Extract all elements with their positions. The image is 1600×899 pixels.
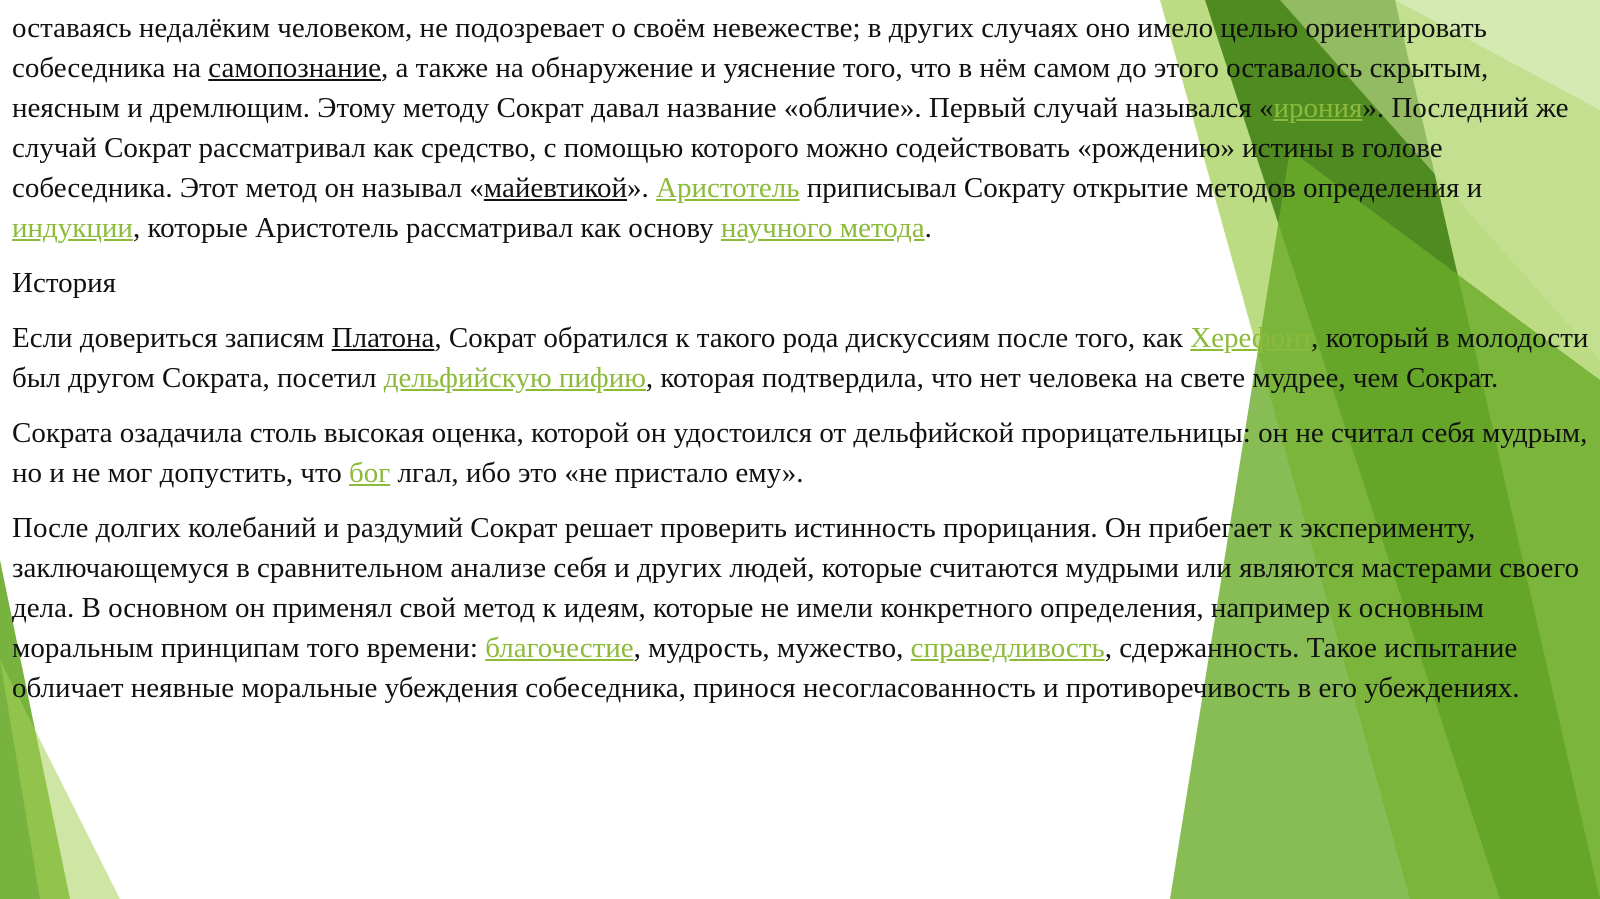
text-run: оставаясь недалёким человеком, не подозревает о своём невежестве; в других случаях оно имело целью ориентировать собеседника на	[12, 12, 1487, 84]
link-ironiya[interactable]: ирония	[1273, 92, 1363, 124]
text-run: Если довериться записям	[12, 322, 332, 354]
paragraph-oracle-evaluation	[12, 413, 1592, 493]
paragraph-platon-account	[12, 318, 1592, 398]
link-bog[interactable]: бог	[349, 457, 391, 489]
text-run: ».	[627, 172, 657, 204]
link-indukcii[interactable]: индукции	[12, 212, 133, 244]
link-blagochestie[interactable]: благочестие	[485, 632, 634, 664]
paragraph-experiment	[12, 508, 1592, 708]
text-run: .	[924, 212, 932, 244]
text-run: , мудрость, мужество,	[633, 632, 911, 664]
text-run: , которые Аристотель рассматривал как основу	[132, 212, 721, 244]
text-run: , а также на обнаружение и уяснение того, что в нём самом до этого оставалось скрытым, неясным и дремлющим. Этому методу Сократ давал название «обличие». Первый случай назывался «	[12, 52, 1489, 124]
text-run: , который в молодости был другом Сократа, посетил	[12, 322, 1589, 394]
document-body	[12, 8, 1592, 723]
link-samopoznanie[interactable]: самопознание	[208, 52, 381, 84]
text-run: лгал, ибо это «не пристало ему».	[390, 457, 804, 489]
link-nauchnogo-metoda[interactable]: научного метода	[720, 212, 925, 244]
text-run: , которая подтвердила, что нет человека на свете мудрее, чем Сократ.	[645, 362, 1499, 394]
link-platona[interactable]: Платона	[331, 322, 435, 354]
text-run: , сдержанность. Такое испытание обличает неявные моральные убеждения собеседника, принося несогласованность и противоречивость в его убеждениях.	[12, 632, 1520, 704]
link-aristotel[interactable]: Аристотель	[656, 172, 800, 204]
text-run: , Сократ обратился к такого рода дискуссиям после того, как	[434, 322, 1191, 354]
section-heading-history: История	[12, 267, 116, 299]
text-run: Сократа озадачила столь высокая оценка, которой он удостоился от дельфийской прорицательницы: он не считал себя мудрым, но и не мог допустить, что	[12, 417, 1588, 489]
link-spravedlivost[interactable]: справедливость	[910, 632, 1105, 664]
link-delphic-pythia[interactable]: дельфийскую пифию	[383, 362, 646, 394]
text-run: После долгих колебаний и раздумий Сократ решает проверить истинность прорицания. Он прибегает к эксперименту, заключающемуся в сравнительном анализе себя и других людей, которые считаются мудрыми или являются мастерами своего дела. В основном он применял свой метод к идеям, которые не имели конкретного определения, например к основным моральным принципам того времени:	[12, 512, 1580, 664]
link-herefont[interactable]: Херефонт	[1190, 322, 1312, 354]
text-run: ». Последний же случай Сократ рассматривал как средство, с помощью которого можно содействовать «рождению» истины в голове собеседника. Этот метод он называл «	[12, 92, 1569, 204]
link-maievtika[interactable]: майевтикой	[483, 172, 628, 204]
text-run: приписывал Сократу открытие методов определения и	[799, 172, 1483, 204]
paragraph-socratic-method	[12, 8, 1592, 248]
